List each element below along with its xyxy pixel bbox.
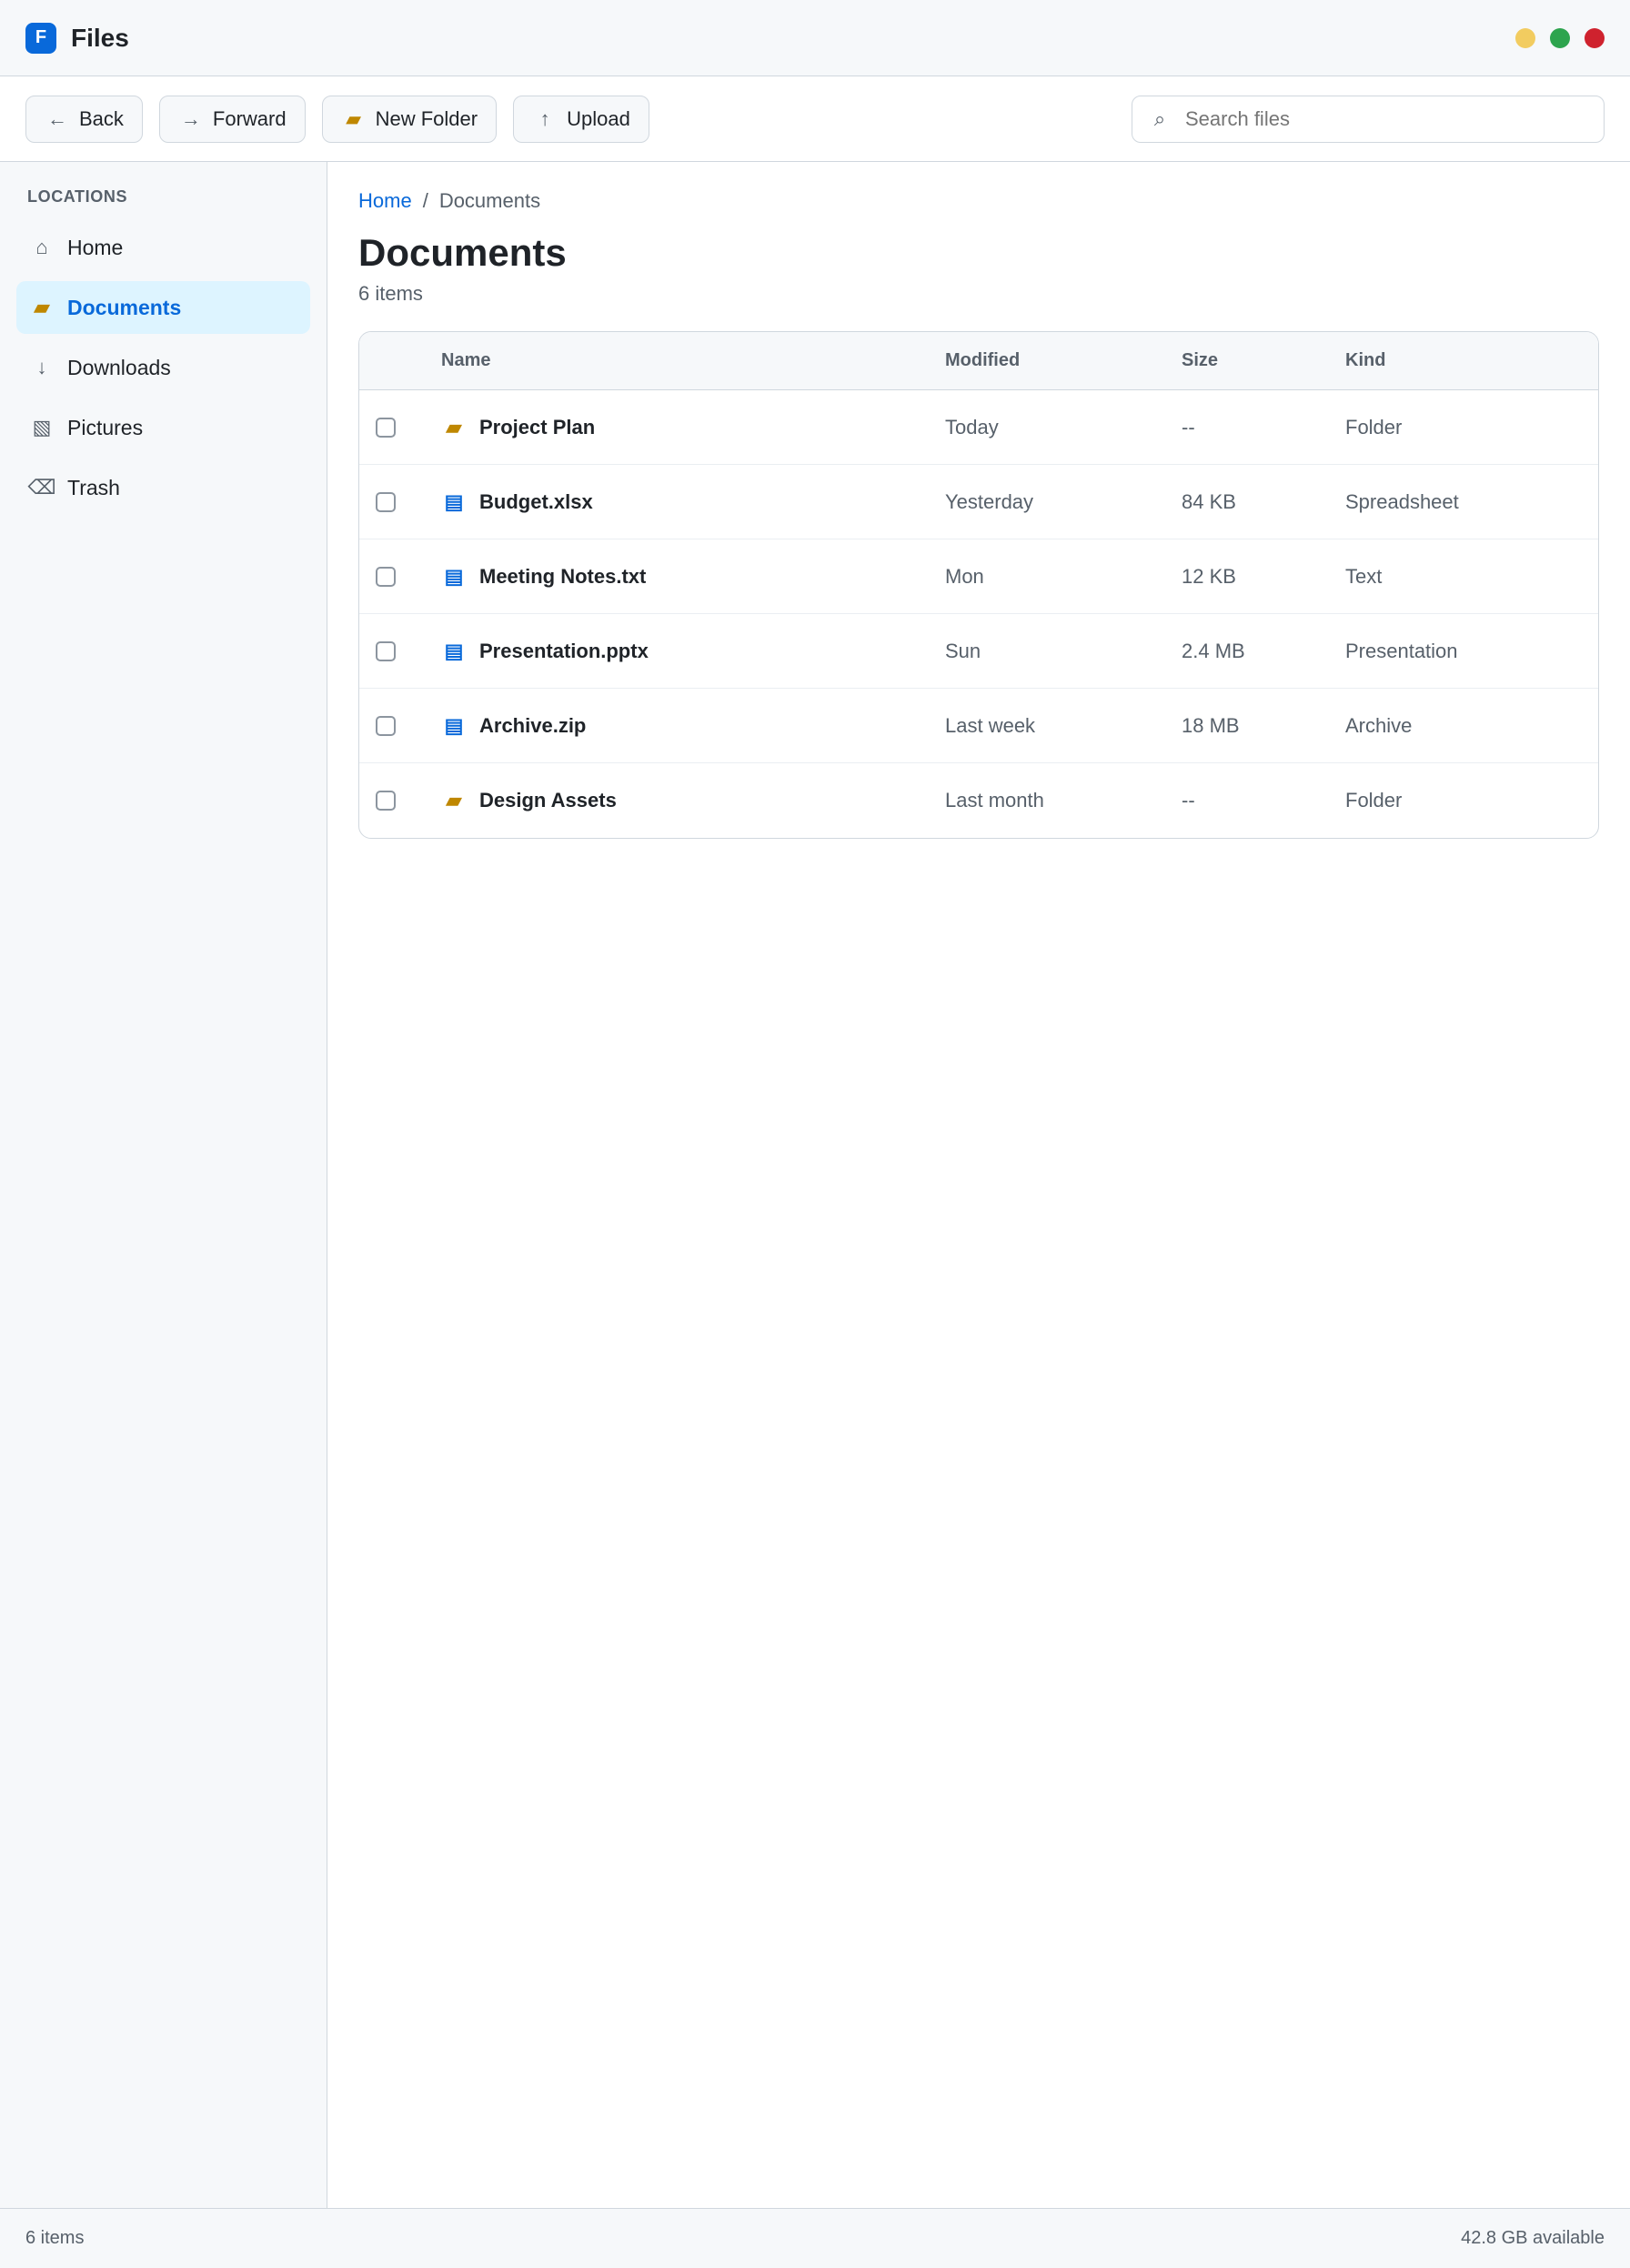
maximize-button[interactable] [1550, 28, 1570, 48]
sidebar-item-label: Pictures [67, 415, 144, 439]
kind-cell: Presentation [1345, 639, 1458, 662]
sidebar-item-label: Downloads [67, 355, 171, 379]
file-name-cell [441, 639, 945, 664]
modified-cell: Yesterday [945, 489, 1034, 513]
file-name-cell [441, 415, 945, 440]
forward-arrow-icon: → [180, 106, 201, 130]
breadcrumb-current: Documents [438, 189, 541, 212]
sidebar-item-trash[interactable] [16, 461, 310, 514]
row-checkbox[interactable] [376, 567, 396, 587]
sidebar-item-home[interactable] [16, 221, 310, 274]
modified-cell: Today [945, 415, 999, 438]
close-button[interactable] [1585, 28, 1605, 48]
file-name-cell [441, 713, 945, 739]
size-cell: 2.4 MB [1182, 639, 1245, 662]
upload-label: Upload [567, 106, 630, 130]
file-table [358, 331, 1599, 839]
upload-icon: ↑ [539, 106, 550, 130]
table-header [359, 332, 1598, 390]
file-name: Project Plan [479, 415, 596, 438]
file-name-cell [441, 788, 945, 813]
image-icon: ▧ [32, 416, 52, 438]
status-left: 6 items [25, 2228, 85, 2248]
name-column-header[interactable]: Name [441, 350, 491, 370]
status-right: 42.8 GB available [1461, 2228, 1605, 2248]
forward-label: Forward [212, 106, 287, 130]
file-name: Presentation.pptx [479, 639, 649, 662]
folder-icon: ▰ [446, 415, 462, 438]
file-name: Archive.zip [479, 713, 587, 737]
main-area [0, 162, 1630, 2208]
sidebar-section-title: LOCATIONS [27, 187, 128, 206]
kind-column-header[interactable]: Kind [1345, 350, 1386, 370]
page-subtitle: 6 items [358, 282, 423, 305]
sidebar-item-downloads[interactable] [16, 341, 310, 394]
kind-cell: Archive [1345, 713, 1413, 737]
kind-cell: Folder [1345, 789, 1403, 811]
sidebar-item-documents[interactable] [16, 281, 310, 334]
breadcrumb [358, 189, 1599, 213]
table-row[interactable] [359, 614, 1598, 689]
titlebar [0, 0, 1630, 76]
title-area [25, 23, 129, 54]
modified-cell: Last month [945, 789, 1044, 811]
new-folder-button[interactable] [322, 96, 497, 143]
folder-icon: ▰ [34, 296, 50, 318]
upload-button[interactable] [513, 96, 649, 143]
sidebar-item-label: Trash [67, 475, 120, 499]
modified-cell: Last week [945, 713, 1036, 737]
new-folder-label: New Folder [375, 106, 478, 130]
new-folder-icon: ▰ [346, 106, 362, 130]
table-row[interactable] [359, 689, 1598, 763]
kind-cell: Folder [1345, 415, 1403, 438]
size-cell: 84 KB [1182, 489, 1236, 513]
file-name: Meeting Notes.txt [479, 564, 647, 588]
sidebar-item-label: Documents [67, 295, 182, 319]
file-name: Budget.xlsx [479, 489, 593, 513]
back-button[interactable] [25, 96, 143, 143]
size-cell: -- [1182, 415, 1195, 438]
table-row[interactable] [359, 465, 1598, 539]
row-checkbox[interactable] [376, 716, 396, 736]
toolbar [0, 76, 1630, 162]
folder-icon: ▰ [446, 789, 462, 811]
search-box[interactable] [1132, 96, 1605, 143]
file-name-cell [441, 489, 945, 515]
sidebar-item-label: Home [67, 235, 124, 259]
modified-cell: Mon [945, 564, 984, 588]
back-label: Back [79, 106, 124, 130]
file-name: Design Assets [479, 789, 617, 811]
table-row[interactable] [359, 763, 1598, 838]
row-checkbox[interactable] [376, 492, 396, 512]
size-cell: 18 MB [1182, 713, 1240, 737]
file-icon: ▤ [444, 713, 464, 737]
search-input[interactable] [1183, 106, 1589, 132]
size-cell: -- [1182, 789, 1195, 811]
table-row[interactable] [359, 539, 1598, 614]
back-arrow-icon: ← [47, 106, 67, 130]
window-controls [1515, 28, 1605, 48]
breadcrumb-separator: / [422, 189, 428, 212]
sidebar-item-pictures[interactable] [16, 401, 310, 454]
home-icon: ⌂ [35, 236, 48, 258]
row-checkbox[interactable] [376, 418, 396, 438]
row-checkbox[interactable] [376, 791, 396, 811]
page-title: Documents [358, 231, 567, 274]
kind-cell: Spreadsheet [1345, 489, 1459, 513]
kind-cell: Text [1345, 564, 1383, 588]
forward-button[interactable] [159, 96, 306, 143]
download-icon: ↓ [36, 356, 47, 378]
breadcrumb-root[interactable]: Home [358, 189, 412, 212]
content-area [327, 162, 1630, 2208]
search-icon: ⌕ [1153, 106, 1166, 130]
modified-cell: Sun [945, 639, 981, 662]
size-cell: 12 KB [1182, 564, 1236, 588]
window-title: Files [71, 23, 129, 52]
minimize-button[interactable] [1515, 28, 1535, 48]
file-icon: ▤ [444, 639, 464, 662]
file-name-cell [441, 564, 945, 590]
file-icon: ▤ [444, 564, 464, 588]
modified-column-header[interactable]: Modified [945, 350, 1021, 370]
row-checkbox[interactable] [376, 641, 396, 661]
statusbar [0, 2208, 1630, 2268]
sidebar [0, 162, 327, 2208]
table-row[interactable] [359, 390, 1598, 465]
trash-icon: ⌫ [27, 476, 56, 499]
file-icon: ▤ [444, 489, 464, 513]
app-icon: F [25, 23, 56, 54]
size-column-header[interactable]: Size [1182, 350, 1219, 370]
